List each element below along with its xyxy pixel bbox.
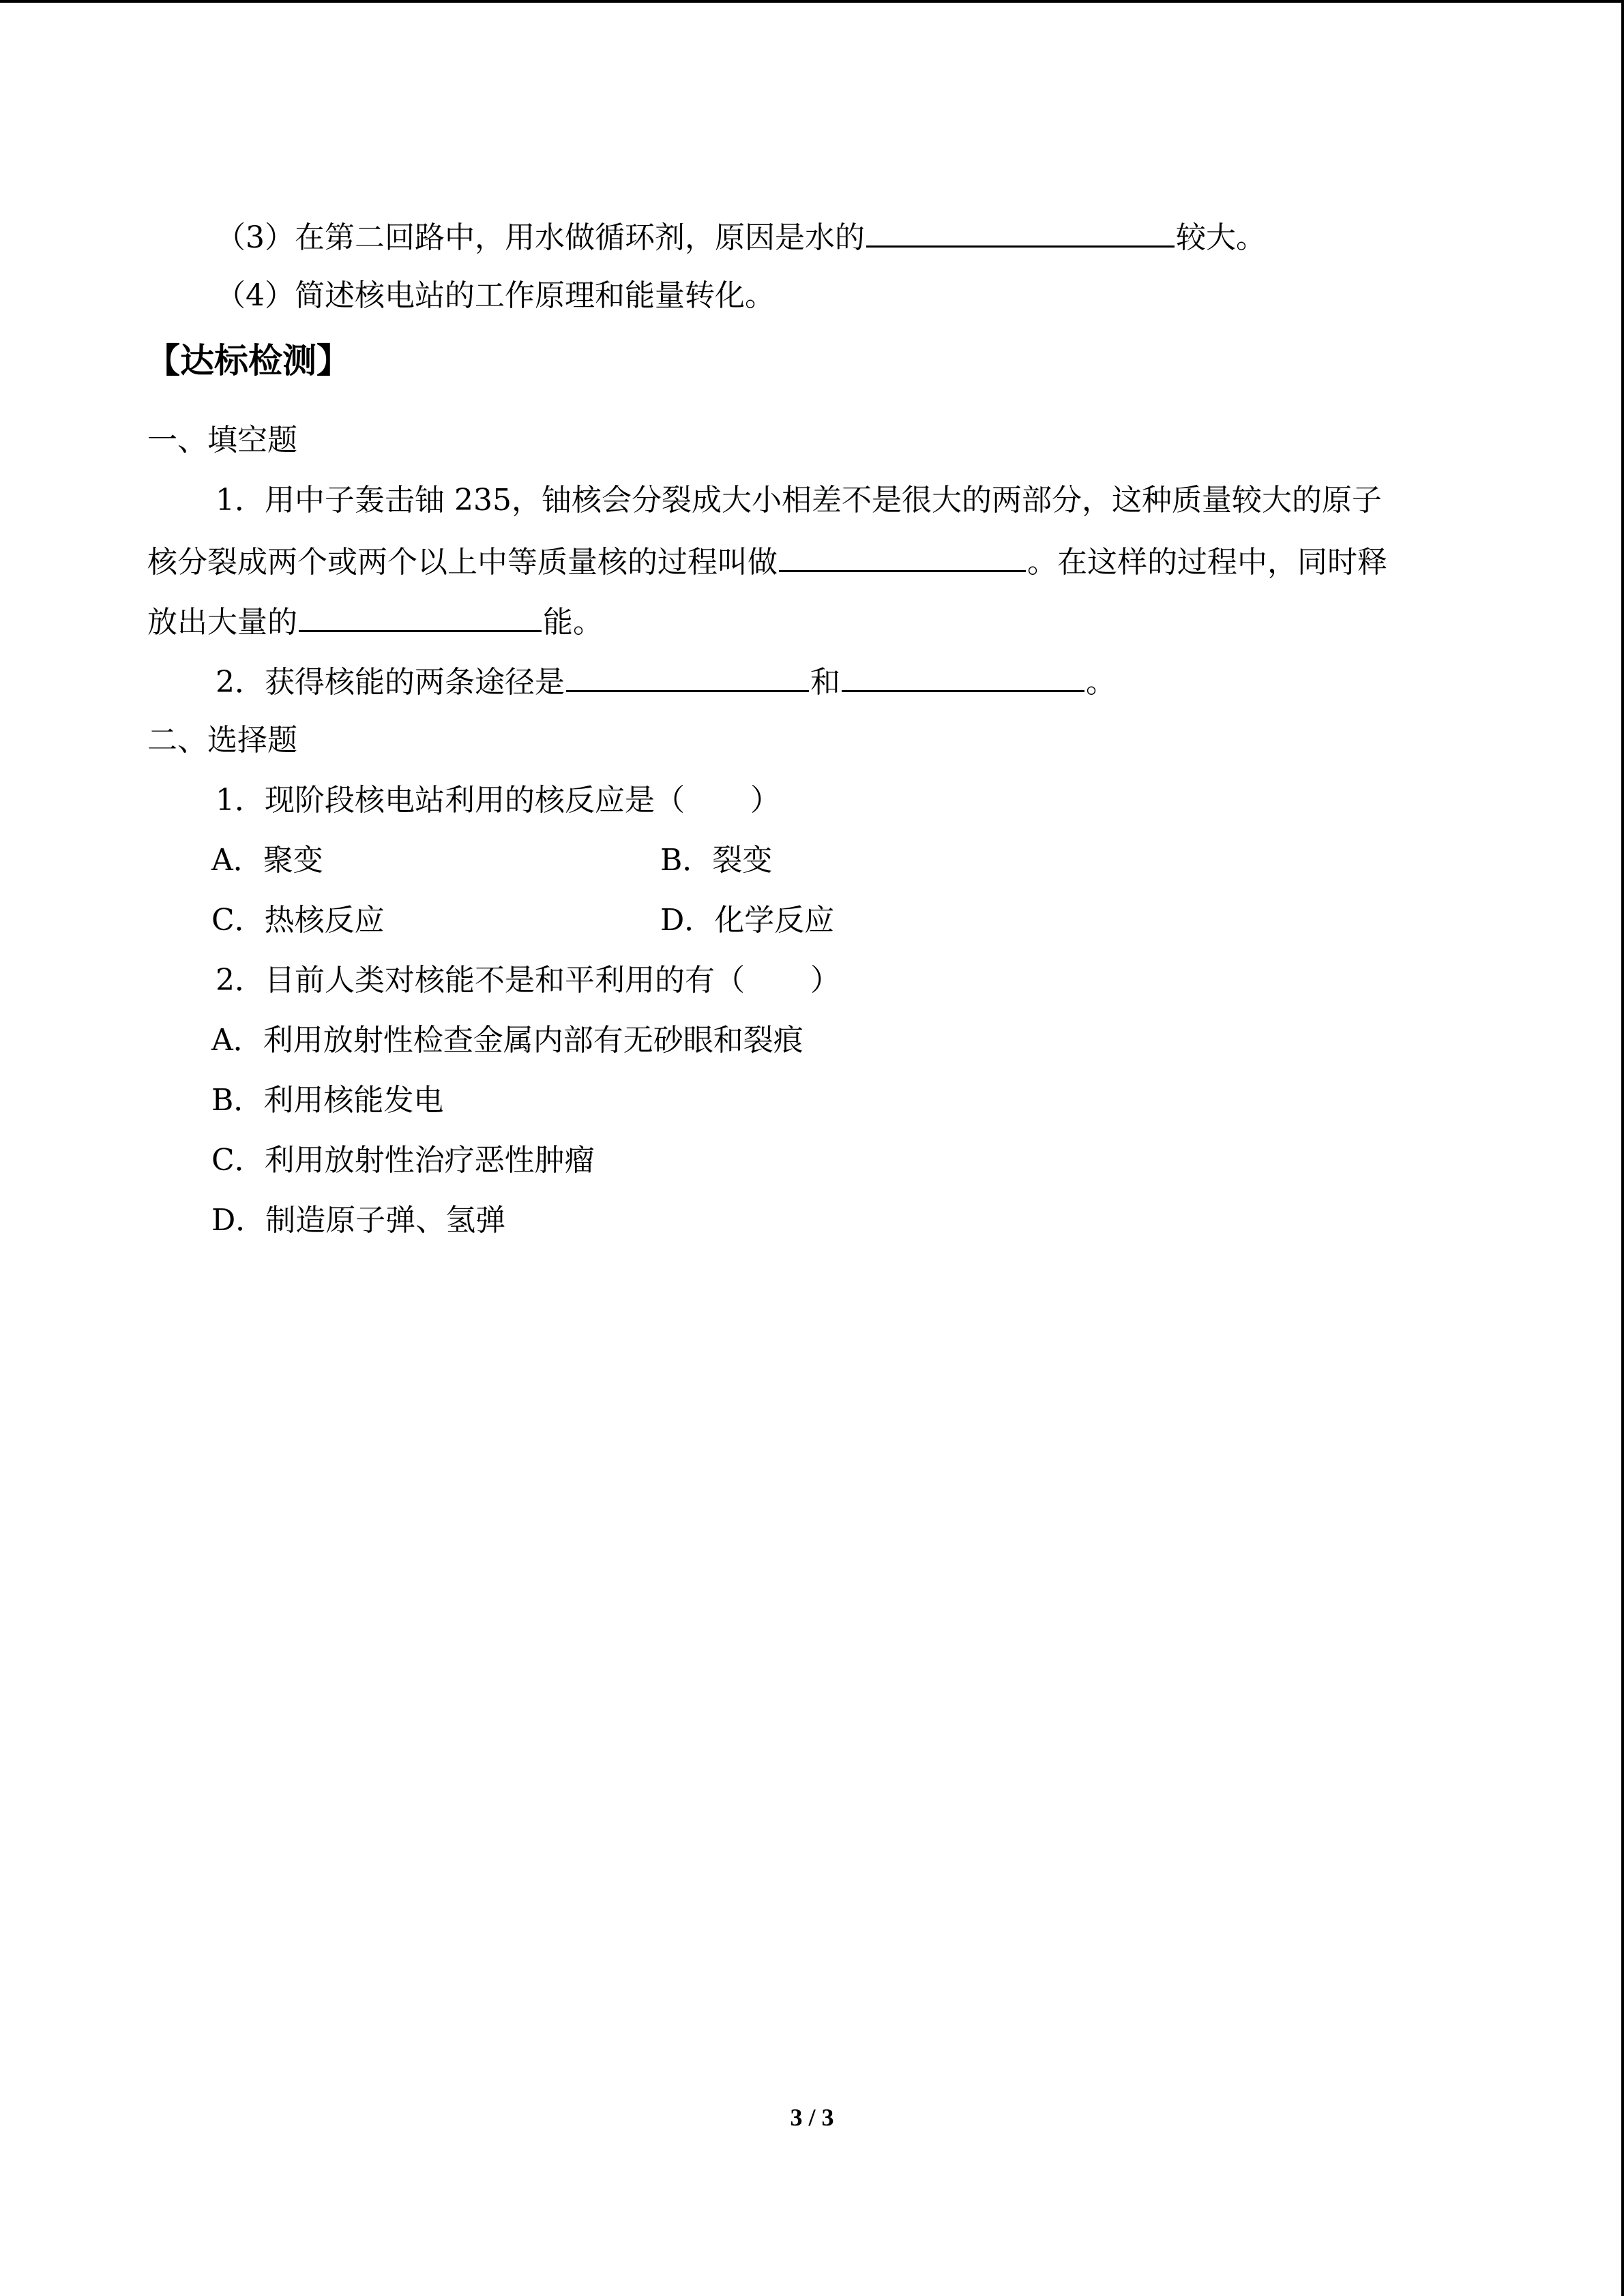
section-title: 【达标检测】 — [146, 340, 351, 381]
fill-question-1-line-3 — [147, 600, 603, 643]
choice-section-title: 二、选择题 — [147, 723, 297, 758]
choice-question-1-close: ） — [750, 783, 780, 818]
fill-question-1-line-3-tail: 能。 — [543, 605, 603, 640]
fill-section-title: 一、填空题 — [147, 423, 297, 458]
fill-question-1-line-3-text: 放出大量的 — [147, 605, 297, 640]
answer-blank — [779, 540, 1026, 572]
prev-question-3-text: （3）在第二回路中，用水做循环剂，原因是水的 — [216, 220, 865, 255]
prev-question-3-tail: 较大。 — [1176, 220, 1266, 255]
page-number: 3 / 3 — [790, 2104, 834, 2131]
choice-question-1 — [216, 780, 780, 821]
prev-question-4: （4）简述核电站的工作原理和能量转化。 — [216, 278, 775, 313]
answer-blank — [866, 215, 1175, 248]
choice-question-2 — [216, 960, 840, 1001]
fill-question-2 — [216, 660, 1116, 703]
right-border — [1621, 0, 1624, 2296]
fill-question-1-line-1: 1．用中子轰击铀 235，铀核会分裂成大小相差不是很大的两部分，这种质量较大的原子 — [216, 483, 1382, 518]
choice-2-option-b: B．利用核能发电 — [211, 1083, 444, 1118]
fill-question-1-line-2-text: 核分裂成两个或两个以上中等质量核的过程叫做 — [147, 545, 778, 580]
choice-1-option-c: C．热核反应 — [211, 903, 385, 938]
answer-blank — [299, 600, 542, 632]
choice-1-option-b: B．裂变 — [660, 843, 773, 878]
choice-question-2-close: ） — [810, 963, 840, 998]
answer-blank — [566, 660, 809, 692]
answer-blank — [842, 660, 1084, 692]
fill-question-1-line-2 — [147, 540, 1387, 583]
choice-1-option-a: A．聚变 — [211, 843, 323, 878]
fill-question-2-mid: 和 — [810, 665, 840, 700]
choice-2-option-c: C．利用放射性治疗恶性肿瘤 — [211, 1143, 595, 1178]
choice-question-2-text: 2．目前人类对核能不是和平利用的有（ — [216, 963, 745, 998]
choice-question-1-text: 1．现阶段核电站利用的核反应是（ — [216, 783, 685, 818]
fill-question-1-line-2-tail: 。在这样的过程中，同时释 — [1027, 545, 1387, 580]
prev-question-3 — [216, 215, 1266, 258]
choice-1-option-d: D．化学反应 — [660, 903, 835, 938]
choice-2-option-d: D．制造原子弹、氢弹 — [211, 1203, 506, 1238]
fill-question-2-tail: 。 — [1086, 665, 1116, 700]
top-border — [0, 0, 1624, 3]
choice-2-option-a: A．利用放射性检查金属内部有无砂眼和裂痕 — [211, 1023, 803, 1058]
fill-question-2-text: 2．获得核能的两条途径是 — [216, 665, 565, 700]
